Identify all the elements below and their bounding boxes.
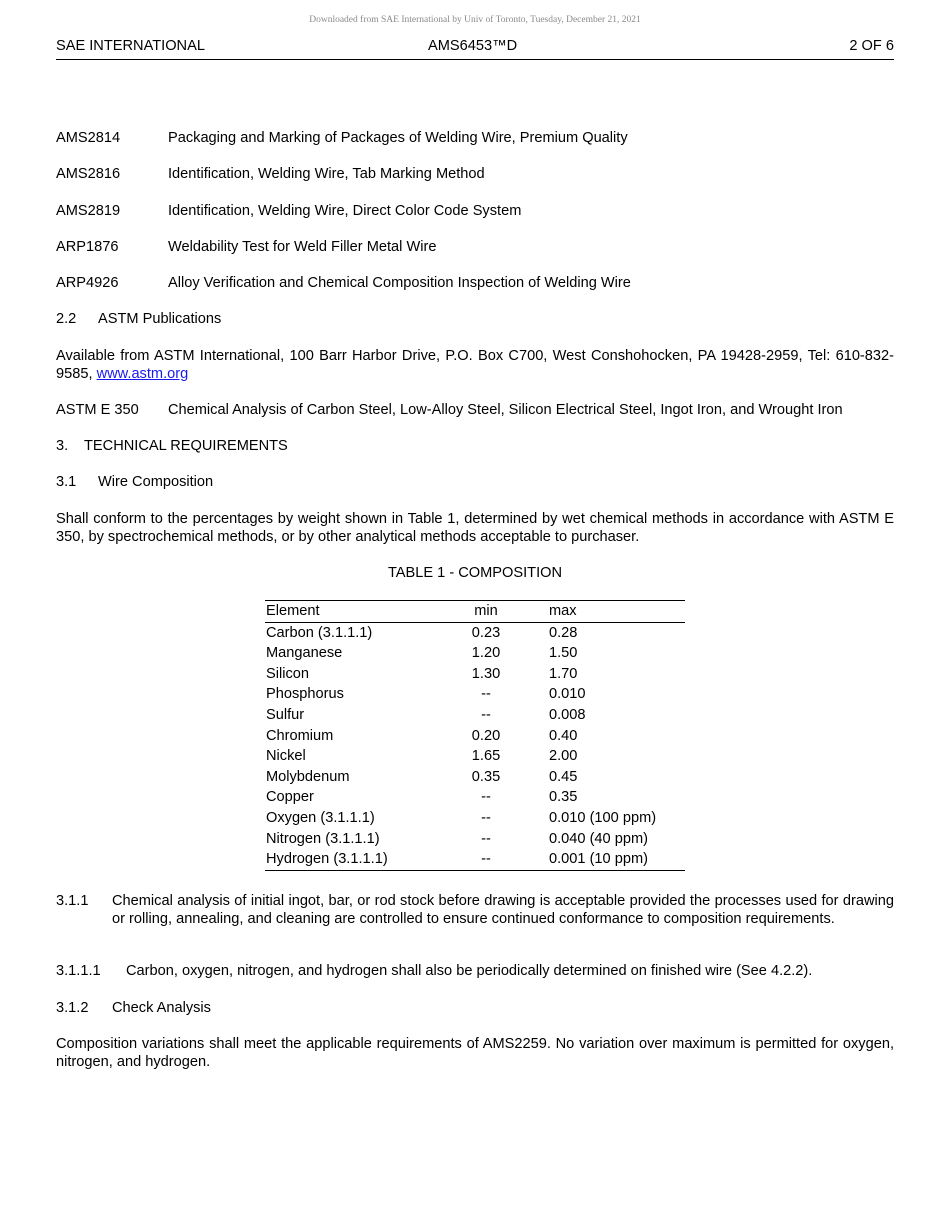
table-row: [265, 726, 685, 747]
cell-max: 2.00: [549, 748, 578, 765]
column-header-element: Element: [265, 601, 446, 623]
cell-max: 0.40: [549, 727, 578, 744]
cell-min: --: [481, 706, 491, 723]
section-title: ASTM Publications: [98, 311, 222, 327]
cell-max: 0.010 (100 ppm): [549, 809, 657, 826]
cell-element: Manganese: [266, 645, 343, 662]
reference-title: Packaging and Marking of Packages of Welding Wire, Premium Quality: [168, 130, 628, 146]
column-header-min: min: [446, 601, 528, 623]
cell-element: Silicon: [266, 665, 309, 682]
download-watermark: Downloaded from SAE International by Univ of Toronto, Tuesday, December 21, 2021: [309, 15, 641, 25]
cell-element: Phosphorus: [266, 686, 344, 703]
table-title: TABLE 1 - COMPOSITION: [387, 565, 563, 581]
cell-min: 1.30: [471, 665, 501, 682]
section-3-1-1: [56, 892, 894, 928]
cell-element: Nickel: [266, 748, 306, 765]
header-organization: SAE INTERNATIONAL: [56, 38, 205, 54]
table-row: [265, 787, 685, 808]
cell-element: Oxygen (3.1.1.1): [266, 809, 375, 826]
cell-element: Molybdenum: [266, 768, 350, 785]
astm-website-link[interactable]: www.astm.org: [96, 366, 189, 382]
table-row: [265, 643, 685, 664]
table-row: [265, 849, 685, 870]
reference-code: AMS2814: [56, 130, 121, 146]
section-number: 3.: [56, 438, 69, 454]
section-heading-3: [56, 437, 288, 455]
reference-code: ARP4926: [56, 275, 119, 291]
reference-title: Weldability Test for Weld Filler Metal Wire: [168, 239, 437, 255]
section-title: Check Analysis: [112, 1000, 211, 1016]
section-heading-2-2: [56, 310, 222, 328]
reference-code: ASTM E 350: [56, 402, 139, 418]
cell-max: 0.28: [549, 624, 578, 641]
cell-min: 0.35: [471, 768, 501, 785]
cell-element: Chromium: [266, 727, 334, 744]
cell-max: 0.001 (10 ppm): [549, 851, 648, 868]
cell-max: 1.70: [549, 665, 578, 682]
table-row: [265, 767, 685, 788]
cell-max: 0.45: [549, 768, 578, 785]
reference-title: Identification, Welding Wire, Tab Marking Method: [168, 166, 485, 182]
cell-element: Copper: [266, 789, 314, 806]
table-row: [265, 684, 685, 705]
section-title: Wire Composition: [98, 474, 214, 490]
section-number: 3.1.1.1: [56, 963, 101, 979]
cell-min: --: [481, 789, 491, 806]
reference-code: AMS2819: [56, 203, 121, 219]
section-number: 3.1: [56, 474, 77, 490]
table-header-row: [265, 601, 685, 623]
cell-element: Sulfur: [266, 706, 305, 723]
header-document-id: AMS6453™D: [428, 38, 518, 54]
cell-element: Nitrogen (3.1.1.1): [266, 830, 380, 847]
cell-max: 0.35: [549, 789, 578, 806]
section-3-1-1-1: [56, 962, 813, 980]
reference-title: Alloy Verification and Chemical Composition Inspection of Welding Wire: [168, 275, 631, 291]
section-number: 3.1.2: [56, 1000, 89, 1016]
reference-code: AMS2816: [56, 166, 121, 182]
reference-title: Identification, Welding Wire, Direct Color Code System: [168, 203, 522, 219]
section-heading-3-1: [56, 473, 214, 491]
table-row: [265, 705, 685, 726]
section-text: Chemical analysis of initial ingot, bar, or rod stock before drawing is acceptable provided the processes used for drawing or rolling, annealing, and cleaning are controlled to ensure continued conformance to composition requirements.: [112, 893, 894, 927]
cell-max: 0.040 (40 ppm): [549, 830, 648, 847]
table-row: [265, 746, 685, 767]
header-page-number: 2 OF 6: [849, 38, 894, 54]
cell-min: --: [481, 686, 491, 703]
table-row: [265, 622, 685, 643]
cell-min: --: [481, 809, 491, 826]
page-header: [56, 38, 894, 60]
table-row: [265, 664, 685, 685]
check-analysis-paragraph: Composition variations shall meet the applicable requirements of AMS2259. No variation over maximum is permitted for oxygen, nitrogen, and hydrogen.: [56, 1036, 894, 1070]
column-header-max: max: [528, 601, 685, 623]
cell-min: 1.65: [471, 748, 501, 765]
section-heading-3-1-2: [56, 999, 211, 1017]
cell-min: --: [481, 851, 491, 868]
section-number: 2.2: [56, 311, 77, 327]
astm-availability-paragraph: [56, 347, 894, 383]
astm-availability-text: Available from ASTM International, 100 Barr Harbor Drive, P.O. Box C700, West Conshohocken, PA 19428-2959, Tel: 610-832-9585,: [56, 348, 894, 382]
cell-min: --: [481, 830, 491, 847]
cell-min: 0.23: [471, 624, 501, 641]
reference-title: Chemical Analysis of Carbon Steel, Low-Alloy Steel, Silicon Electrical Steel, Ingot Iron, and Wrought Iron: [168, 402, 843, 418]
section-title: TECHNICAL REQUIREMENTS: [84, 438, 288, 454]
cell-max: 0.010: [549, 686, 586, 703]
cell-element: Carbon (3.1.1.1): [266, 624, 373, 641]
composition-paragraph: Shall conform to the percentages by weight shown in Table 1, determined by wet chemical methods in accordance with ASTM E 350, by spectrochemical methods, or by other analytical methods acceptable to purchaser.: [56, 511, 894, 545]
reference-code: ARP1876: [56, 239, 119, 255]
cell-min: 1.20: [471, 645, 501, 662]
cell-max: 0.008: [549, 706, 586, 723]
section-text: Carbon, oxygen, nitrogen, and hydrogen shall also be periodically determined on finished wire (See 4.2.2).: [126, 963, 813, 979]
cell-min: 0.20: [471, 727, 501, 744]
table-row: [265, 808, 685, 829]
cell-max: 1.50: [549, 645, 578, 662]
composition-table: [265, 600, 685, 871]
section-number: 3.1.1: [56, 893, 89, 909]
cell-element: Hydrogen (3.1.1.1): [266, 851, 388, 868]
table-body: [265, 622, 685, 870]
table-row: [265, 829, 685, 850]
